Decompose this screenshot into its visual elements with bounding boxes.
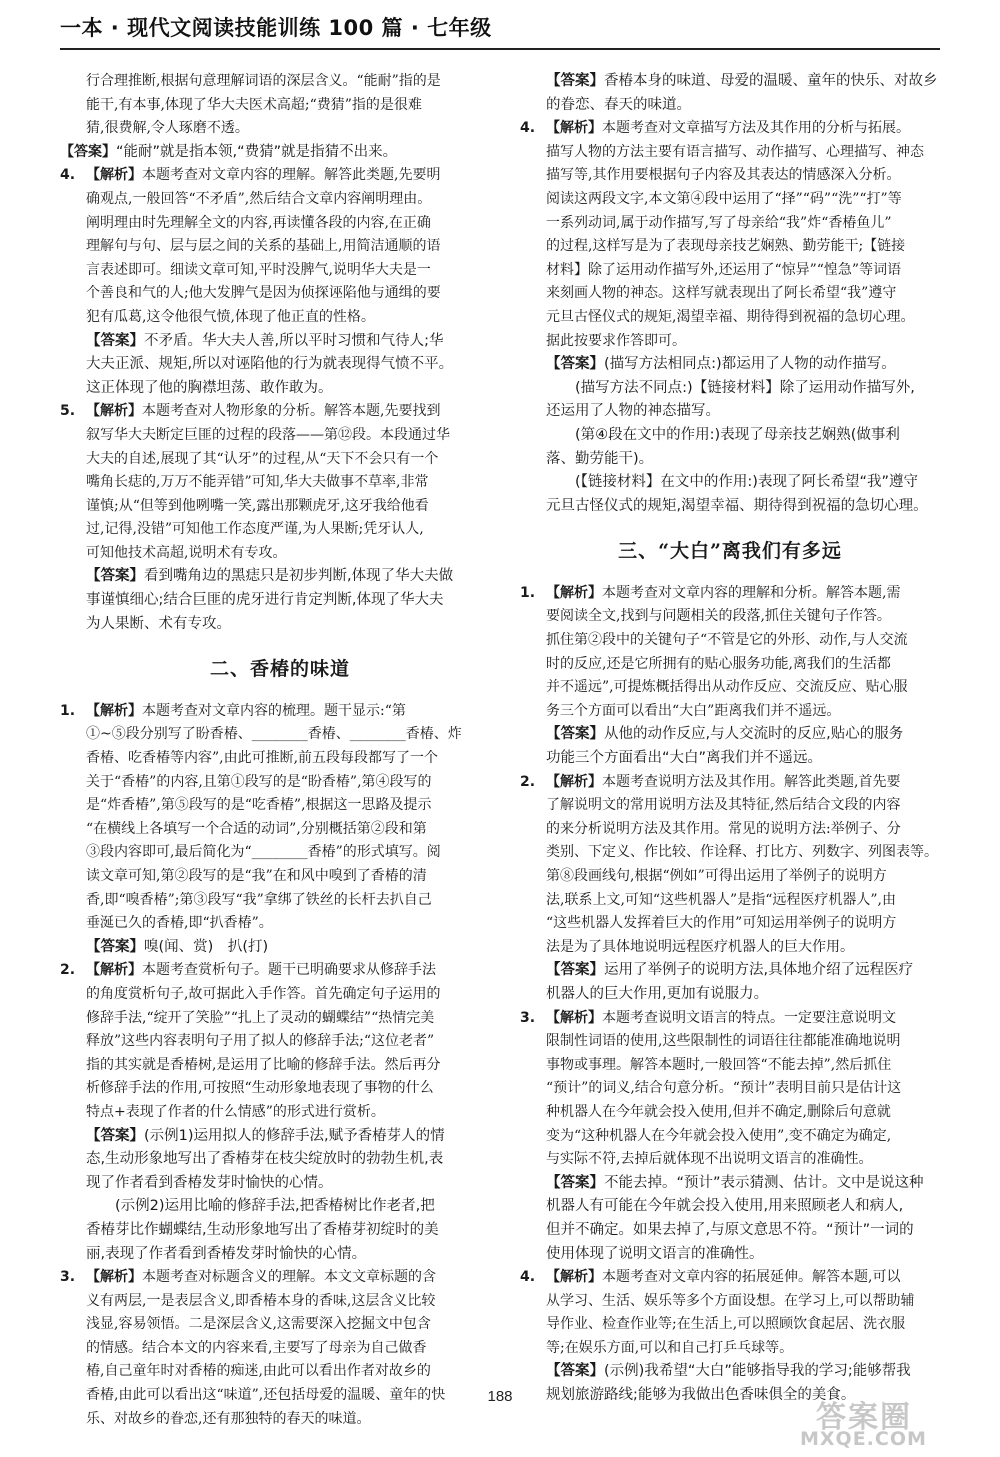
watermark-text: 答案圈 <box>816 1400 912 1435</box>
question-number: 5. <box>60 403 76 420</box>
text-line: 的过程,这样写是为了表现母亲技艺娴熟、勤劳能干;【链接 <box>546 238 906 255</box>
text-line: 元旦古怪仪式的规矩,渴望幸福、期待得到祝福的急切心理。 <box>546 308 915 325</box>
text-line: 义有两层,一是表层含义,即香椿本身的香味,这层含义比较 <box>86 1292 436 1309</box>
answer-block <box>520 723 940 770</box>
text-line: 为人果断、术有专攻。 <box>86 615 231 632</box>
analysis-tag: 【解析】 <box>86 403 142 420</box>
text-line: 并不遥远”,可提炼概括得出从动作反应、交流反应、贴心服 <box>546 679 908 696</box>
text-line: 的情感。结合本文的内容来看,主要写了母亲为自己做香 <box>86 1339 427 1356</box>
text-line: 运用了举例子的说明方法,具体地介绍了远程医疗 <box>604 962 914 979</box>
answer-block <box>60 141 500 165</box>
answer-text: “能耐”就是指本领,“费猜”就是指猜不出来。 <box>116 143 398 160</box>
analysis-tag: 【解析】 <box>86 1269 142 1286</box>
answer-block <box>60 1125 500 1196</box>
text-line: 阐明理由时先理解全文的内容,再读懂各段的内容,在正确 <box>86 214 431 231</box>
text-line: 变为“这种机器人在今年就会投入使用”,变不确定为确定, <box>546 1127 892 1144</box>
text-line: 本题考查对人物形象的分析。解答本题,先要找到 <box>142 403 441 420</box>
answer-block <box>60 936 500 960</box>
header-divider <box>60 48 940 50</box>
watermark-url: MXQE.COM <box>800 1428 927 1450</box>
text-line: 本题考查对文章内容的理解和分析。解答本题,需 <box>602 584 901 601</box>
text-line: ①~⑤段分别写了盼香椿、________香椿、________香椿、炸 <box>86 726 462 743</box>
answer-paragraph <box>520 424 940 448</box>
question-item <box>60 700 500 936</box>
text-line: 大夫正派、规矩,所以对诬陷他的行为就表现得气愤不平。 <box>86 356 454 373</box>
answer-tag: 【答案】 <box>86 568 144 585</box>
text-line: 机器人的巨大作用,更加有说服力。 <box>546 985 769 1002</box>
left-column <box>60 70 500 1431</box>
text-line: 还运用了人物的神态描写。 <box>546 403 720 420</box>
text-line: 个善良和气的人;他大发脾气是因为侦探诬陷他与通缉的要 <box>86 285 441 302</box>
question-item <box>520 1007 940 1172</box>
text-line: 不矛盾。华大夫人善,所以平时习惯和气待人;华 <box>144 332 444 349</box>
text-line: (【链接材料】在文中的作用:)表现了阿长希望“我”遵守 <box>575 474 918 491</box>
answer-block <box>520 1172 940 1266</box>
section-title: 三、“大白”离我们有多远 <box>618 540 842 563</box>
text-line: 本题考查对文章内容的理解。解答此类题,先要明 <box>142 167 441 184</box>
analysis-tag: 【解析】 <box>546 120 602 137</box>
answer-block <box>60 565 500 636</box>
text-line: 务三个方面可以看出“大白”距离我们并不遥远。 <box>546 702 841 719</box>
answer-tag: 【答案】 <box>60 143 116 160</box>
text-line: 过,记得,没错”可知他工作态度严谨,为人果断;凭牙认人, <box>86 521 424 538</box>
text-line: 的来分析说明方法及其作用。常见的说明方法:举例子、分 <box>546 820 901 837</box>
text-line: 从学习、生活、娱乐等多个方面设想。在学习上,可以帮助辅 <box>546 1292 915 1309</box>
page-header <box>60 12 940 46</box>
analysis-tag: 【解析】 <box>546 773 602 790</box>
text-line: 修辞手法,“绽开了笑脸”“扎上了灵动的蝴蝶结”“热情完美 <box>86 1009 435 1026</box>
text-line: 第⑧段画线句,根据“例如”可得出运用了举例子的说明方 <box>546 868 887 884</box>
answer-tag: 【答案】 <box>86 332 144 349</box>
answer-paragraph <box>60 1195 500 1219</box>
text-line: 了解说明文的常用说明方法及其特征,然后结合文段的内容 <box>546 797 901 814</box>
text-line: (示例)我希望“大白”能够指导我的学习;能够帮我 <box>604 1363 911 1380</box>
right-column <box>520 70 940 1408</box>
answer-tag: 【答案】 <box>546 73 604 89</box>
text-line: 从他的动作反应,与人交流时的反应,贴心的服务 <box>604 726 904 743</box>
text-line: 元旦古怪仪式的规矩,渴望幸福、期待得到祝福的急切心理。 <box>546 497 928 514</box>
answer-paragraph <box>520 377 940 401</box>
section-title: 二、香椿的味道 <box>209 658 350 681</box>
question-number: 2. <box>520 773 536 790</box>
text-line: “在横线上各填写一个合适的动词”,分别概括第②段和第 <box>86 820 427 837</box>
analysis-tag: 【解析】 <box>546 1269 602 1286</box>
answer-tag: 【答案】 <box>86 1127 144 1144</box>
text-line: 是“炸香椿”,第⑤段写的是“吃香椿”,根据这一思路及提示 <box>86 797 432 814</box>
text-line: (描写方法相同点:)都运用了人物的动作描写。 <box>604 356 896 373</box>
text-line: 椿,自己童年时对香椿的痴迷,由此可以看出作者对故乡的 <box>86 1363 431 1380</box>
text-line: 香,即“嗅香椿”;第③段写“我”拿绑了铁丝的长杆去扒自己 <box>86 891 432 908</box>
question-item <box>60 1266 500 1431</box>
text-line: 种机器人在今年就会投入使用,但并不确定,删除后句意就 <box>546 1103 891 1120</box>
answer-paragraph-cont <box>60 1219 500 1266</box>
answer-block <box>520 959 940 1006</box>
text-line: 法是为了具体地说明远程医疗机器人的巨大作用。 <box>546 938 854 955</box>
text-line: (示例2)运用比喻的修辞手法,把香椿树比作老者,把 <box>115 1198 435 1215</box>
analysis-tag: 【解析】 <box>86 702 142 719</box>
question-number: 4. <box>60 167 76 184</box>
text-line: 本题考查说明方法及其作用。解答此类题,首先要 <box>602 773 901 790</box>
text-line: 来刻画人物的神态。这样写就表现出了阿长希望“我”遵守 <box>546 285 897 302</box>
text-line: 析修辞手法的作用,可按照“生动形象地表现了事物的什么 <box>86 1080 434 1097</box>
text-line: 香椿芽比作蝴蝶结,生动形象地写出了香椿芽初绽时的美 <box>86 1221 439 1238</box>
question-number: 3. <box>520 1009 536 1026</box>
answer-tag: 【答案】 <box>546 726 604 743</box>
text-line: 的眷恋、春天的味道。 <box>546 96 691 113</box>
question-item <box>520 1266 940 1360</box>
text-line: 等;在娱乐方面,可以和自己打乒乓球等。 <box>546 1339 794 1356</box>
text-line: 垂涎已久的香椿,即“扒香椿”。 <box>86 915 273 932</box>
question-number: 1. <box>60 702 76 719</box>
text-line: 本题考查对文章内容的梳理。题干显示:“第 <box>142 702 406 719</box>
text-line: 一系列动词,属于动作描写,写了母亲给“我”炸“香椿鱼儿” <box>546 214 892 231</box>
text-line: 现了作者看到香椿发芽时愉快的心情。 <box>86 1174 333 1191</box>
text-line: “这些机器人发挥着巨大的作用”可知运用举例子的说明方 <box>546 915 897 932</box>
page-number: 188 <box>487 1388 513 1405</box>
answer-block <box>520 70 940 117</box>
text-line: 嗅(闻、赏) 扒(打) <box>144 938 269 955</box>
question-number: 2. <box>60 962 76 979</box>
text-line: 指的其实就是香椿树,是运用了比喻的修辞手法。然后再分 <box>86 1056 441 1073</box>
answer-paragraph <box>520 471 940 495</box>
book-title: 一本 · 现代文阅读技能训练 100 篇 · 七年级 <box>60 16 492 40</box>
analysis-tag: 【解析】 <box>546 584 602 601</box>
text-line: 但并不确定。如果去掉了,与原文意思不符。“预计”一词的 <box>546 1221 914 1238</box>
continued-analysis <box>60 70 500 141</box>
text-line: 本题考查赏析句子。题干已明确要求从修辞手法 <box>142 962 436 979</box>
text-line: 浅显,容易领悟。二是深层含义,这需要深入挖掘文中包含 <box>86 1316 431 1333</box>
text-line: 与实际不符,去掉后就体现不出说明文语言的准确性。 <box>546 1151 873 1168</box>
text-line: 能干,有本事,体现了华大夫医术高超;“费猜”指的是很难 <box>86 96 422 113</box>
text-line: 本题考查对文章描写方法及其作用的分析与拓展。 <box>602 120 910 137</box>
text-line: 本题考查说明文语言的特点。一定要注意说明文 <box>602 1009 896 1026</box>
text-line: 行合理推断,根据句意理解词语的深层含义。“能耐”指的是 <box>86 73 441 89</box>
text-line: 不能去掉。“预计”表示猜测、估计。文中是说这种 <box>604 1174 924 1191</box>
answer-tag: 【答案】 <box>546 962 604 979</box>
text-line: 嘴角长痣的,万万不能弄错”可知,华大夫做事不草率,非常 <box>86 474 429 491</box>
answer-tag: 【答案】 <box>546 1174 604 1191</box>
question-number: 4. <box>520 1269 536 1286</box>
text-line: 类别、下定义、作比较、作诠释、打比方、列数字、列图表等。 <box>546 844 938 861</box>
question-number: 1. <box>520 584 536 601</box>
text-line: 限制性词语的使用,这些限制性的词语往往都能准确地说明 <box>546 1033 901 1050</box>
text-line: (示例1)运用拟人的修辞手法,赋予香椿芽人的情 <box>144 1127 445 1144</box>
watermark-logo <box>800 1392 970 1450</box>
question-item <box>60 959 500 1124</box>
text-line: 落、勤劳能干)。 <box>546 450 654 467</box>
text-line: 可知他技术高超,说明术有专攻。 <box>86 544 287 561</box>
text-line: 关于“香椿”的内容,且第①段写的是“盼香椿”,第④段写的 <box>86 773 432 790</box>
text-line: 丽,表现了作者看到香椿发芽时愉快的心情。 <box>86 1245 367 1262</box>
answer-paragraph-cont <box>520 448 940 472</box>
text-line: 释放”这些内容表明句子用了拟人的修辞手法;“这位老者” <box>86 1033 435 1050</box>
text-line: 言表述即可。细读文章可知,平时没脾气,说明华大夫是一 <box>86 261 431 278</box>
answer-block <box>60 330 500 401</box>
text-line: 法,联系上文,可知“这些机器人”是指“远程医疗机器人”,由 <box>546 891 896 908</box>
text-line: 猜,很费解,令人琢磨不透。 <box>86 120 249 137</box>
text-line: 材料】除了运用动作描写外,还运用了“惊异”“惶急”等词语 <box>546 261 902 278</box>
text-line: 看到嘴角边的黑痣只是初步判断,体现了华大夫做 <box>144 568 454 585</box>
text-line: 香椿、吃香椿等内容”,由此可推断,前五段每段都写了一个 <box>86 750 439 767</box>
text-line: 功能三个方面看出“大白”离我们并不遥远。 <box>546 750 823 767</box>
question-item <box>520 117 940 353</box>
text-line: 特点+表现了作者的什么情感”的形式进行赏析。 <box>86 1103 385 1120</box>
answer-tag: 【答案】 <box>86 938 144 955</box>
text-line: 抓住第②段中的关键句子“不管是它的外形、动作,与人交流 <box>546 632 908 649</box>
text-line: 导作业、检查作业等;在生活上,可以照顾饮食起居、洗衣服 <box>546 1316 906 1333</box>
text-line: 谨慎;从“但等到他咧嘴一笑,露出那颗虎牙,这牙我给他看 <box>86 497 429 514</box>
text-line: 时的反应,还是它所拥有的贴心服务功能,离我们的生活都 <box>546 655 891 672</box>
answer-tag: 【答案】 <box>546 356 604 373</box>
answer-paragraph-cont <box>520 495 940 519</box>
text-line: 大夫的自述,展现了其“认牙”的过程,从“天下不会只有一个 <box>86 450 439 467</box>
text-line: 阅读这两段文字,本文第④段中运用了“择”“码”“洗”“打”等 <box>546 190 902 207</box>
text-line: 本题考查对文章内容的拓展延伸。解答本题,可以 <box>602 1269 901 1286</box>
text-line: (描写方法不同点:)【链接材料】除了运用动作描写外, <box>575 379 915 396</box>
text-line: 事谨慎细心;结合巨匪的虎牙进行肯定判断,体现了华大夫 <box>86 592 444 609</box>
text-line: 规划旅游路线;能够为我做出色香味俱全的美食。 <box>546 1387 856 1404</box>
analysis-tag: 【解析】 <box>86 962 142 979</box>
text-line: 要阅读全文,找到与问题相关的段落,抓住关键句子作答。 <box>546 608 891 625</box>
answer-block <box>520 353 940 377</box>
text-line: “预计”的词义,结合句意分析。“预计”表明目前只是估计这 <box>546 1080 902 1097</box>
text-line: 的角度赏析句子,故可据此入手作答。首先确定句子运用的 <box>86 985 441 1002</box>
text-line: 理解句与句、层与层之间的关系的基础上,用简洁通顺的语 <box>86 238 441 255</box>
question-item <box>60 164 500 329</box>
question-number: 4. <box>520 120 536 137</box>
text-line: 香椿本身的味道、母爱的温暖、童年的快乐、对故乡 <box>604 73 938 89</box>
text-line: 本题考查对标题含义的理解。本文文章标题的含 <box>142 1269 436 1286</box>
analysis-tag: 【解析】 <box>546 1009 602 1026</box>
text-line: 使用体现了说明文语言的准确性。 <box>546 1245 764 1262</box>
text-line: 机器人有可能在今年就会投入使用,用来照顾老人和病人, <box>546 1198 904 1215</box>
question-item <box>60 400 500 565</box>
question-item <box>520 771 940 960</box>
text-line: 据此按要求作答即可。 <box>546 332 686 349</box>
text-line: 描写人物的方法主要有语言描写、动作描写、心理描写、神态 <box>546 143 924 160</box>
analysis-tag: 【解析】 <box>86 167 142 184</box>
text-line: (第④段在文中的作用:)表现了母亲技艺娴熟(做事利 <box>575 426 900 443</box>
text-line: 事物或事理。解答本题时,一般回答“不能去掉”,然后抓住 <box>546 1056 892 1073</box>
question-number: 3. <box>60 1269 76 1286</box>
text-line: 乐、对故乡的眷恋,还有那独特的春天的味道。 <box>86 1410 371 1427</box>
text-line: 确观点,一般回答“不矛盾”,然后结合文章内容阐明理由。 <box>86 190 432 207</box>
text-line: 叙写华大夫断定巨匪的过程的段落——第⑫段。本段通过华 <box>86 426 450 443</box>
text-line: 态,生动形象地写出了香椿芽在枝尖绽放时的勃勃生机,表 <box>86 1151 444 1168</box>
question-item <box>520 582 940 724</box>
text-line: 犯有瓜葛,这令他很气愤,体现了他正直的性格。 <box>86 308 375 325</box>
answer-paragraph-cont <box>520 400 940 424</box>
text-line: 香椿,由此可以看出这“味道”,还包括母爱的温暖、童年的快 <box>86 1387 446 1404</box>
text-line: 这正体现了他的胸襟坦荡、敢作敢为。 <box>86 379 333 396</box>
answer-tag: 【答案】 <box>546 1363 604 1380</box>
text-line: 读文章可知,第②段写的是“我”在和风中嗅到了香椿的清 <box>86 868 427 884</box>
text-line: ③段内容即可,最后简化为“________香椿”的形式填写。阅 <box>86 844 441 861</box>
text-line: 描写等,其作用要根据句子内容及其表达的情感深入分析。 <box>546 167 901 184</box>
